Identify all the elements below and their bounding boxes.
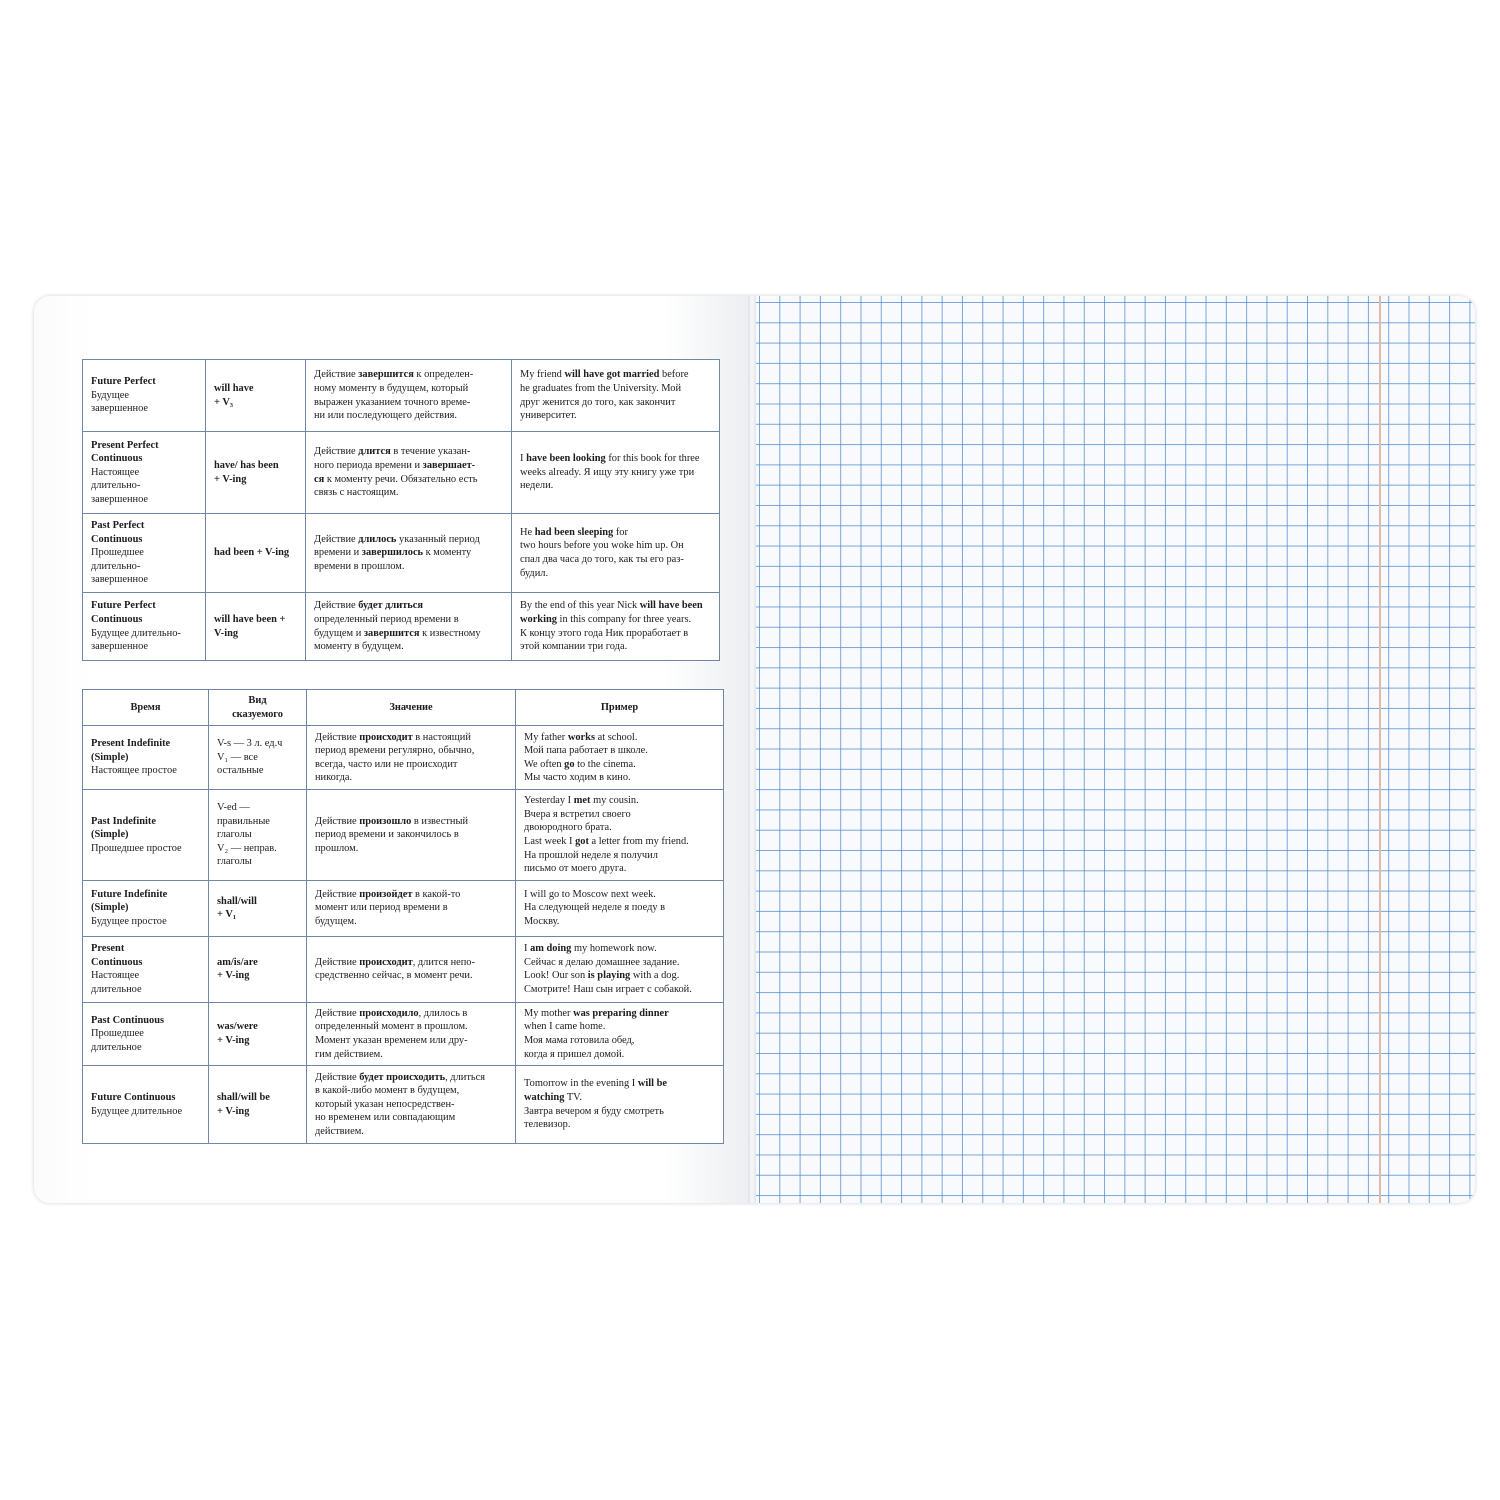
example-text: go [564,758,575,770]
meaning-text: будет происходить [359,1071,446,1083]
meaning-text: будет длиться [358,600,424,612]
predicate-form-cell: V-ed — правильные глаголы V₂ — неправ. глаголы [209,790,307,881]
meaning-cell [306,360,512,432]
meaning-text: Действие [315,956,360,968]
example-text: works [567,731,595,743]
tense-name-en: Past Indefinite (Simple) [91,815,156,841]
example-text: had been sleeping [534,526,614,538]
example-text: a letter from my friend. На прошлой неделе я получил письмо от моего друга. [524,835,689,875]
meaning-text: , длиться в какой-либо момент в будущем, который указан непосредствен- но временем или совпадающим действием. [315,1071,485,1138]
meaning-text: в течение указан- ного периода времени и [314,446,471,471]
tense-name-en: Future Indefinite (Simple) [91,888,168,914]
meaning-text: Действие [314,600,359,612]
meaning-text: к моменту времени в прошлом. [314,547,472,572]
example-text: is playing [587,970,631,982]
meaning-text: Действие [315,1007,360,1019]
tense-cell [83,514,206,593]
tense-cell [83,726,209,790]
grammar-table-tenses [82,689,724,1144]
meaning-text: в настоящий период времени регулярно, обычно, всегда, часто или не происходит никогда. [315,731,475,784]
example-text: will have got married [564,369,660,381]
meaning-text: указанный период времени и [314,533,480,559]
tense-name-ru: Будущее длительное [91,1105,183,1117]
example-cell [516,1002,724,1065]
meaning-text: завершится [363,627,420,639]
example-cell [516,726,724,790]
left-page [34,296,751,1203]
meaning-text: к моменту речи. Обязательно есть связь с настоящим. [314,473,478,499]
header-time: Время [83,690,209,726]
open-notebook [34,296,1475,1203]
tense-cell [83,936,209,1002]
meaning-text: происходит [359,956,413,968]
example-text: with a dog. Смотрите! Наш сын играет с собакой. [524,970,692,995]
predicate-form-cell: was/were + V-ing [209,1002,307,1065]
meaning-text: , длится непо- средственно сейчас, в момент речи. [315,956,475,982]
tense-name-en: Present Continuous [91,943,143,968]
table-row [83,790,724,881]
example-text: in this company for three years. К концу этого года Ник проработает в этой компании три года. [520,613,692,653]
meaning-text: происходит [359,731,413,743]
table-row [83,936,724,1002]
example-text: My father [524,731,568,743]
tense-name-en: Future Continuous [91,1092,176,1104]
meaning-cell [307,790,516,881]
example-cell [512,514,720,593]
tense-cell [83,880,209,936]
meaning-cell [307,1002,516,1065]
example-text: for two hours before you woke him up. Он спал два часа до того, как ты его раз- будил. [520,526,684,579]
tense-name-en: Past Perfect Continuous [91,520,145,545]
meaning-cell [306,593,512,661]
tense-name-ru: Прошедшее простое [91,842,182,854]
example-text: to the cinema. Мы часто ходим в кино. [524,758,636,784]
meaning-text: Действие [314,369,359,381]
predicate-form-cell: shall/will be + V-ing [209,1066,307,1144]
meaning-cell [307,1066,516,1144]
example-text: My friend [520,369,565,381]
meaning-text: к определен- ному моменту в будущем, который выражен указанием точного време- ни или последующего действия. [314,369,474,422]
meaning-text: определенный период времени в будущем и [314,613,459,639]
predicate-form-cell: will have been + V-ing [206,593,306,661]
meaning-text: в известный период времени и закончилось в прошлом. [315,815,469,854]
predicate-form-cell: have/ has been + V-ing [206,432,306,514]
example-text: my cousin. Вчера я встретил своего двоюродного брата. Last week I [524,795,639,847]
meaning-text: , длилось в определенный момент в прошлом. Момент указан временем или дру- гим действием. [315,1007,468,1060]
tense-name-ru: Настоящее длительно- завершенное [91,466,149,505]
example-text: He [520,526,535,538]
grid-page [756,296,1475,1203]
meaning-text: произошло [359,815,412,827]
meaning-text: Действие [315,731,360,743]
tense-name-ru: Будущее завершенное [91,389,149,415]
example-text: met [573,795,591,807]
meaning-cell [307,936,516,1002]
table-row [83,1066,724,1144]
example-text: I will go to Moscow next week. На следующей неделе я поеду в Москву. [524,888,666,928]
tense-name-ru: Настоящее простое [91,765,177,777]
example-text: TV. Завтра вечером я буду смотреть телевизор. [524,1092,664,1131]
meaning-text: Действие [315,1071,360,1083]
tense-cell [83,1066,209,1144]
example-cell [512,360,720,432]
example-text: Tomorrow in the evening I [524,1078,638,1090]
meaning-text: длится [358,446,391,458]
tense-cell [83,360,206,432]
tense-cell [83,432,206,514]
meaning-text: Действие [314,446,359,458]
tense-cell [83,593,206,661]
predicate-form-cell: V-s — 3 л. ед.ч V₁ — все остальные [209,726,307,790]
tense-name-ru: Будущее простое [91,916,167,928]
tense-name-en: Past Continuous [91,1014,165,1026]
meaning-text: произойдет [359,888,413,900]
meaning-text: к известному моменту в будущем. [314,627,481,653]
example-text: By the end of this year Nick [520,600,640,612]
notebook-spine [748,296,756,1203]
example-cell [516,1066,724,1144]
meaning-text: в какой-то момент или период времени в будущем. [315,888,461,928]
table-header-row [83,690,724,726]
example-cell [512,593,720,661]
table-row [83,432,720,514]
meaning-text: завершится [358,369,414,381]
predicate-form-cell: had been + V-ing [206,514,306,593]
example-text: got [575,835,589,847]
predicate-form-cell: will have + V₃ [206,360,306,432]
example-text: My mother [524,1007,574,1019]
tense-cell [83,790,209,881]
tense-name-ru: Настоящее длительное [91,970,142,995]
meaning-text: длилось [358,533,397,545]
meaning-text: завершилось [361,547,424,559]
example-text: at school. Мой папа работает в школе. We often [524,731,648,770]
example-text: I [520,453,527,465]
table-row [83,726,724,790]
grammar-table-top [82,359,720,661]
example-text: Yesterday I [524,795,574,807]
example-text: I [524,943,531,955]
tense-name-en: Future Perfect [91,376,156,388]
meaning-text: Действие [315,888,360,900]
header-example: Пример [516,690,724,726]
meaning-text: происходило [359,1007,419,1019]
tense-name-en: Present Perfect Continuous [91,439,159,465]
table-row [83,360,720,432]
tense-name-ru: Прошедшее длительное [91,1028,144,1053]
meaning-text: Действие [315,815,360,827]
meaning-cell [307,880,516,936]
example-text: was preparing dinner [573,1007,669,1019]
example-cell [512,432,720,514]
meaning-text: завершает- ся [314,459,476,485]
example-cell [516,880,724,936]
example-text: have been looking [526,453,606,465]
example-cell [516,936,724,1002]
tense-cell [83,1002,209,1065]
example-text: when I came home. Моя мама готовила обед, когда я пришел домой. [524,1021,635,1060]
tense-name-en: Future Perfect Continuous [91,600,156,625]
meaning-cell [306,514,512,593]
table-row [83,593,720,661]
meaning-cell [307,726,516,790]
table-row [83,514,720,593]
tense-name-ru: Прошедшее длительно- завершенное [91,547,149,586]
header-predicate-form: Вид сказуемого [209,690,307,726]
table-row [83,1002,724,1065]
example-cell [516,790,724,881]
header-meaning: Значение [307,690,516,726]
tense-name-ru: Будущее длительно- завершенное [91,627,181,653]
example-text: will be watching [524,1078,667,1104]
example-text: for this book for three weeks already. Я ищу эту книгу уже три недели. [520,453,700,492]
predicate-form-cell: shall/will + V₁ [209,880,307,936]
predicate-form-cell: am/is/are + V-ing [209,936,307,1002]
example-text: before he graduates from the University. Мой друг женится до того, как закончит университет. [520,369,689,422]
meaning-cell [306,432,512,514]
example-text: will have been working [520,600,703,625]
table-row [83,880,724,936]
meaning-text: Действие [314,533,359,545]
example-text: my homework now. Сейчас я делаю домашнее задание. Look! Our son [524,943,680,982]
margin-line [1379,296,1381,1203]
example-text: am doing [530,943,572,955]
tense-name-en: Present Indefinite (Simple) [91,738,171,763]
